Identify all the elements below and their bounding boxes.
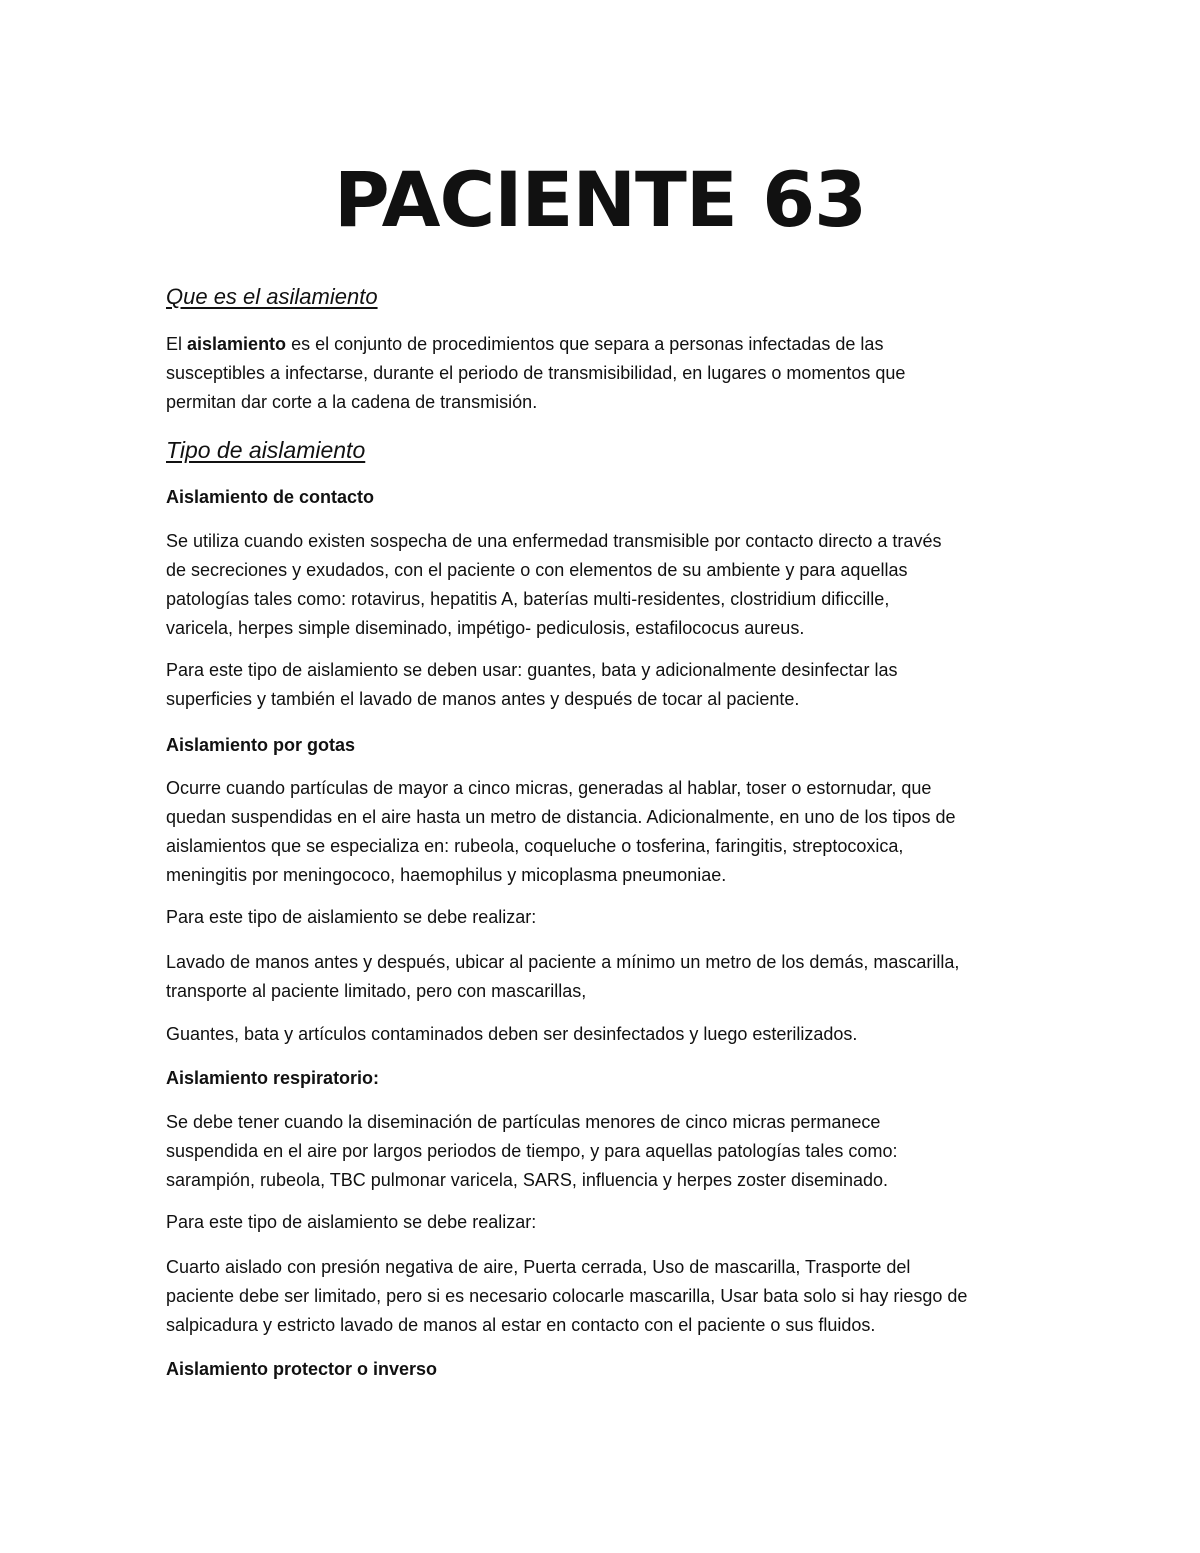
paragraph-line: permitan dar corte a la cadena de transmisión. <box>166 392 538 412</box>
paragraph-line: Para este tipo de aislamiento se debe realizar: <box>166 1212 537 1232</box>
paragraph-gotas-4 <box>166 1020 1046 1049</box>
paragraph-line: meningitis por meningococo, haemophilus y micoplasma pneumoniae. <box>166 865 727 885</box>
paragraph-line: salpicadura y estricto lavado de manos al estar en contacto con el paciente o sus fluidos. <box>166 1315 876 1335</box>
document-title: PACIENTE 63 <box>333 155 867 244</box>
paragraph-line: transporte al paciente limitado, pero con mascarillas, <box>166 981 587 1001</box>
paragraph-line: quedan suspendidas en el aire hasta un metro de distancia. Adicionalmente, en uno de los tipos de <box>166 807 956 827</box>
paragraph-line: Cuarto aislado con presión negativa de aire, Puerta cerrada, Uso de mascarilla, Trasporte del <box>166 1257 911 1277</box>
paragraph-line: aislamientos que se especializa en: rubeola, coqueluche o tosferina, faringitis, streptocoxica, <box>166 836 904 856</box>
paragraph-definition <box>166 330 1046 417</box>
paragraph-line: Para este tipo de aislamiento se deben usar: guantes, bata y adicionalmente desinfectar las <box>166 660 898 680</box>
subheading-respiratorio: Aislamiento respiratorio: <box>166 1068 380 1088</box>
bold-term: aislamiento <box>187 334 287 354</box>
paragraph-line: paciente debe ser limitado, pero si es necesario colocarle mascarilla, Usar bata solo si hay riesgo de <box>166 1286 968 1306</box>
paragraph-line: Ocurre cuando partículas de mayor a cinco micras, generadas al hablar, toser o estornudar, que <box>166 778 932 798</box>
paragraph-contacto-2 <box>166 656 1046 714</box>
paragraph-line: varicela, herpes simple diseminado, impétigo- pediculosis, estafilococus aureus. <box>166 618 805 638</box>
paragraph-line: Guantes, bata y artículos contaminados deben ser desinfectados y luego esterilizados. <box>166 1024 858 1044</box>
section-heading-que-es: Que es el asilamiento <box>166 284 378 309</box>
paragraph-line: sarampión, rubeola, TBC pulmonar varicela, SARS, influencia y herpes zoster diseminado. <box>166 1170 889 1190</box>
text-run: es el conjunto de procedimientos que separa a personas infectadas de las <box>286 334 884 354</box>
paragraph-contacto-1 <box>166 527 1046 643</box>
paragraph-line: Se utiliza cuando existen sospecha de una enfermedad transmisible por contacto directo a través <box>166 531 942 551</box>
paragraph-line: Lavado de manos antes y después, ubicar al paciente a mínimo un metro de los demás, mascarilla, <box>166 952 960 972</box>
paragraph-respiratorio-2 <box>166 1208 1046 1237</box>
paragraph-respiratorio-1 <box>166 1108 1046 1195</box>
paragraph-line: de secreciones y exudados, con el paciente o con elementos de su ambiente y para aquellas <box>166 560 908 580</box>
paragraph-gotas-1 <box>166 774 1046 890</box>
text-run: El <box>166 334 188 354</box>
paragraph-respiratorio-3 <box>166 1253 1046 1340</box>
paragraph-line: superficies y también el lavado de manos antes y después de tocar al paciente. <box>166 689 800 709</box>
paragraph-line: Para este tipo de aislamiento se debe realizar: <box>166 907 537 927</box>
section-heading-tipo: Tipo de aislamiento <box>166 437 366 463</box>
paragraph-line: Se debe tener cuando la diseminación de partículas menores de cinco micras permanece <box>166 1112 881 1132</box>
document-page <box>166 0 1046 1553</box>
subheading-gotas: Aislamiento por gotas <box>166 735 356 755</box>
paragraph-gotas-2 <box>166 903 1046 932</box>
paragraph-line: suspendida en el aire por largos periodos de tiempo, y para aquellas patologías tales como: <box>166 1141 898 1161</box>
subheading-contacto: Aislamiento de contacto <box>166 487 375 507</box>
paragraph-gotas-3 <box>166 948 1046 1006</box>
paragraph-line: susceptibles a infectarse, durante el periodo de transmisibilidad, en lugares o momentos que <box>166 363 906 383</box>
paragraph-line <box>166 330 1046 359</box>
subheading-protector: Aislamiento protector o inverso <box>166 1359 438 1379</box>
paragraph-line: patologías tales como: rotavirus, hepatitis A, baterías multi-residentes, clostridium dificcille, <box>166 589 890 609</box>
